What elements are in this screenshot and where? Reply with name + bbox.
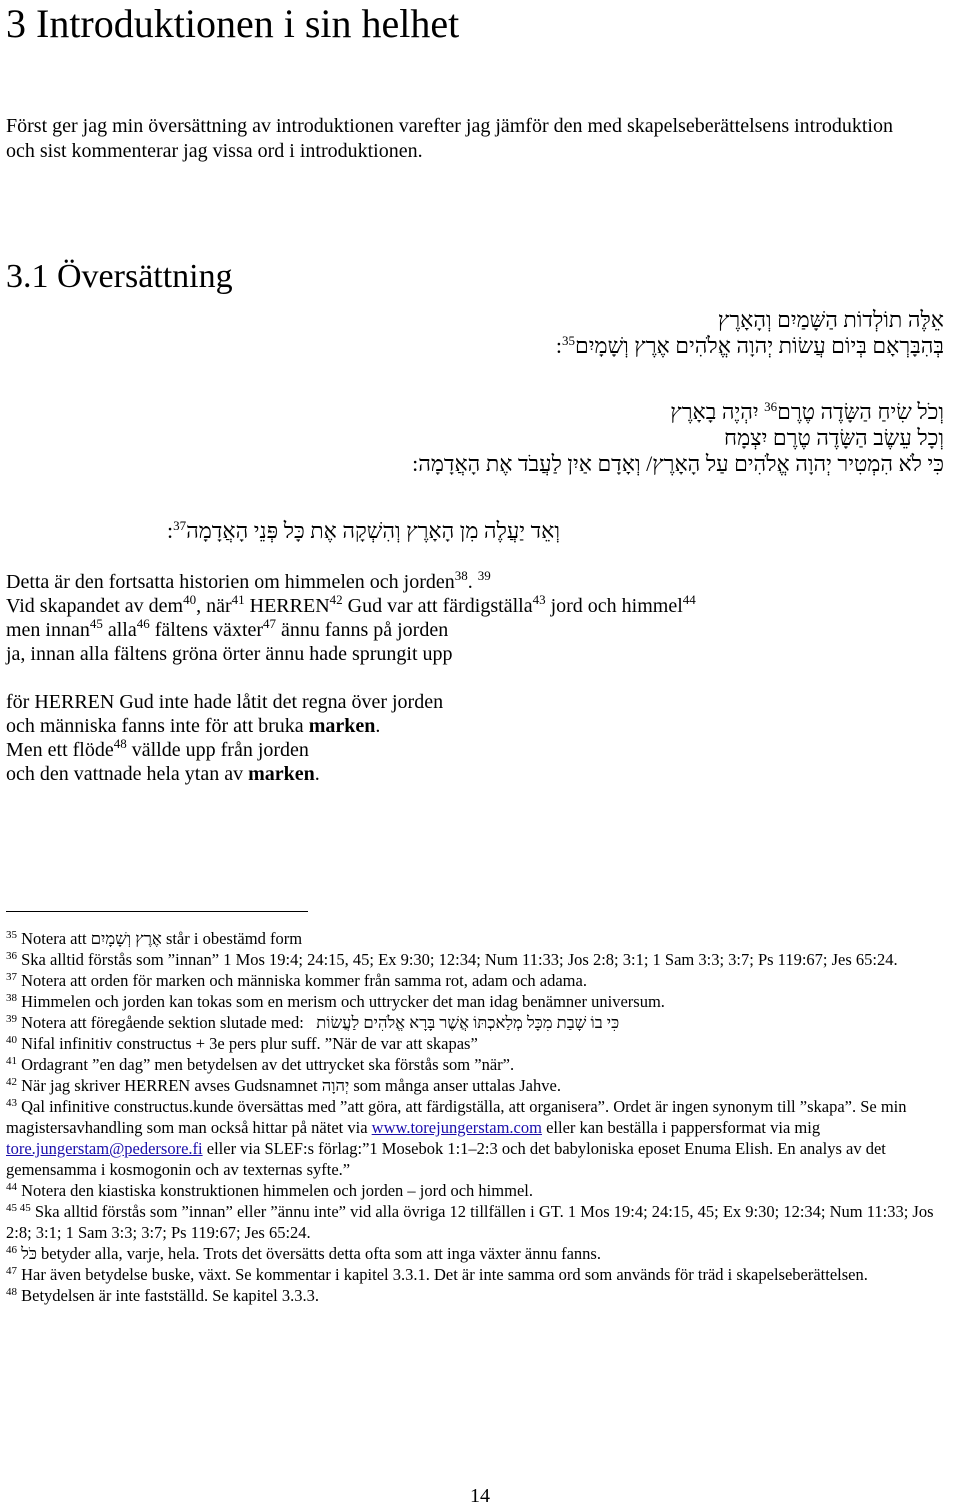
footnote-47 — [6, 1264, 946, 1285]
translation-text: jord och himmel — [545, 595, 683, 617]
footnote-number: 45 45 — [6, 1202, 31, 1214]
footnote-number: 46 — [6, 1244, 17, 1256]
footnotes — [6, 928, 946, 1306]
footnote-hebrew: כֹּל — [21, 1244, 37, 1263]
translation-text: Vid skapandet av dem — [6, 595, 184, 617]
translation-line-7 — [6, 738, 946, 762]
footnote-46 — [6, 1243, 946, 1264]
translation-text: Gud var att färdigställa — [342, 595, 533, 617]
hebrew-block-3 — [20, 518, 560, 544]
hebrew-line-6-end: : — [166, 518, 174, 543]
footnote-35 — [6, 928, 946, 949]
footnote-number: 47 — [6, 1265, 17, 1277]
translation-line-8 — [6, 762, 946, 786]
footnote-text: Ordagrant ”en dag” men betydelsen av det uttrycket ska förstås som ”när”. — [21, 1055, 515, 1074]
translation-text: men innan — [6, 619, 90, 641]
footnote-number: 38 — [6, 992, 17, 1004]
footnote-number: 40 — [6, 1034, 17, 1046]
footnote-text: Ska alltid förstås som ”innan” 1 Mos 19:4; 24:15, 45; Ex 9:30; 12:34; Num 11:33; Jos 2:8; 3:1; 1 Sam 3:3; 3:7; Ps 119:67; Jes 65:24. — [21, 950, 898, 969]
footnote-ref-42: 42 — [329, 592, 343, 607]
hebrew-line-6 — [20, 518, 560, 544]
footnote-38 — [6, 991, 946, 1012]
translation-text: vällde upp från jorden — [126, 739, 309, 761]
footnote-ref-36: 36 — [764, 399, 778, 414]
footnote-number: 41 — [6, 1055, 17, 1067]
translation-line-6 — [6, 714, 946, 738]
translation-text: . — [467, 571, 473, 593]
translation-emphasis: marken — [308, 715, 376, 737]
translation-line-1 — [6, 570, 946, 594]
page-number: 14 — [470, 1485, 490, 1507]
intro-paragraph: Först ger jag min översättning av introduktionen varefter jag jämför den med skapelseberättelsens introduktion och sist kommenterar jag vissa ord i introduktionen. — [6, 115, 893, 162]
hebrew-line-3b: יִהְיֶה בָאָרֶץ — [670, 399, 759, 424]
footnote-42 — [6, 1075, 946, 1096]
footnote-37 — [6, 970, 946, 991]
footnote-ref-41: 41 — [231, 592, 245, 607]
translation-line-2 — [6, 594, 946, 618]
translation-text: och människa fanns inte för att bruka — [6, 715, 309, 737]
footnote-ref-39: 39 — [477, 568, 491, 583]
footnote-41 — [6, 1054, 946, 1075]
translation-text: , när — [196, 595, 232, 617]
hebrew-line-1: אֵלֶּה תוֹלְדוֹת הַשָּׁמַיִם וְהָאָרֶץ — [717, 307, 944, 332]
footnote-text: som många anser uttalas Jahve. — [349, 1076, 561, 1095]
footnote-ref-45: 45 — [89, 616, 103, 631]
hebrew-line-2-text: בְּהִבָּרְאָם בְּיוֹם עֲשׂוֹת יְהוָה אֱלֹהִים אֶרֶץ וְשָׁמָיִם — [575, 333, 944, 358]
translation-line-5: för HERREN Gud inte hade låtit det regna över jorden — [6, 691, 444, 713]
footnote-ref-44: 44 — [682, 592, 696, 607]
hebrew-line-3 — [144, 399, 944, 425]
footnote-number: 37 — [6, 971, 17, 983]
footnote-hebrew: כִּי בוֹ שָׁבַת מִכָּל מְלַאכְתּוֹ אֲשֶׁר בָּרָא אֱלֹהִים לַעֲשׂוֹת — [316, 1013, 620, 1032]
hebrew-line-6-text: וְאֵד יַעֲלֶה מִן הָאָרֶץ וְהִשְׁקָה אֶת כָּל פְּנֵי הָאֲדָמָה — [186, 518, 560, 543]
footnote-text: Notera att orden för marken och människa kommer från samma rot, adam och adama. — [21, 971, 587, 990]
translation-line-4: ja, innan alla fältens gröna örter ännu hade sprungit upp — [6, 643, 453, 665]
footnote-ref-40: 40 — [183, 592, 197, 607]
footnote-39 — [6, 1012, 946, 1033]
email-link[interactable]: tore.jungerstam@pedersore.fi — [6, 1139, 203, 1158]
footnote-text: betyder alla, varje, hela. Trots det översätts detta ofta som att inga växter ännu fanns. — [36, 1244, 601, 1263]
footnote-text: När jag skriver HERREN avses Gudsnamnet — [21, 1076, 322, 1095]
footnote-45 — [6, 1201, 946, 1243]
footnote-ref-38: 38 — [454, 568, 468, 583]
footnote-43 — [6, 1096, 946, 1180]
footnote-ref-48: 48 — [113, 736, 127, 751]
section-heading: 3.1 Översättning — [6, 258, 233, 295]
translation-text: fältens växter — [149, 619, 264, 641]
hebrew-line-3a: וְכֹל שִׂיחַ הַשָּׂדֶה טֶרֶם — [777, 399, 944, 424]
translation-text: Men ett flöde — [6, 739, 114, 761]
hebrew-line-5: כִּי לֹא הִמְטִיר יְהוָה אֱלֹהִים עַל הָאָרֶץ/ וְאָדָם אַיִן לַעֲבֹד אֶת הָאֲדָמָה: — [412, 451, 944, 476]
footnote-text: eller kan beställa i pappersformat via mig — [541, 1118, 821, 1137]
hebrew-block-1 — [304, 307, 944, 359]
translation-text: . — [375, 715, 381, 737]
translation-emphasis: marken — [248, 763, 315, 785]
footnote-text: Har även betydelse buske, växt. Se kommentar i kapitel 3.3.1. Det är inte samma ord som används för träd i skapelseberättelsen. — [21, 1265, 868, 1284]
translation-block — [6, 570, 946, 786]
footnote-hebrew: אֶרֶץ וְשָׁמָיִם — [90, 929, 162, 948]
footnote-ref-35: 35 — [562, 333, 576, 348]
footnote-40 — [6, 1033, 946, 1054]
footnote-number: 39 — [6, 1013, 17, 1025]
footnote-text: Notera att — [21, 929, 91, 948]
translation-text: och den vattnade hela ytan av — [6, 763, 249, 785]
hebrew-block-2 — [144, 399, 944, 477]
footnote-text: Himmelen och jorden kan tokas som en merism och uttrycker det man idag benämner universum. — [21, 992, 665, 1011]
translation-text: alla — [102, 619, 137, 641]
page-title: 3 Introduktionen i sin helhet — [6, 1, 460, 46]
footnote-number: 43 — [6, 1097, 17, 1109]
footnote-number: 48 — [6, 1286, 17, 1298]
footnote-44 — [6, 1180, 946, 1201]
hebrew-line-4: וְכָל עֵשֶׂב הַשָּׂדֶה טֶרֶם יִצְמָח — [724, 425, 944, 450]
footnote-text: Betydelsen är inte fastställd. Se kapitel 3.3.3. — [21, 1286, 319, 1305]
footnote-text: Notera att föregående sektion slutade med: — [21, 1013, 304, 1032]
footnote-text: Qal infinitive constructus.kunde översättas med ”att göra, att färdigställa, att organisera”. Ordet är ingen synonym till ”skapa”. Se min magistersavhandling som man också hittar på nätet via — [6, 1097, 907, 1137]
footnote-number: 35 — [6, 929, 17, 941]
footnote-text: Notera den kiastiska konstruktionen himmelen och jorden – jord och himmel. — [21, 1181, 533, 1200]
translation-text: ännu fanns på jorden — [276, 619, 449, 641]
translation-line-3 — [6, 618, 946, 642]
translation-text: . — [314, 763, 320, 785]
footnote-text: står i obestämd form — [161, 929, 303, 948]
website-link[interactable]: www.torejungerstam.com — [371, 1118, 542, 1137]
translation-blank-line — [6, 666, 946, 690]
footnote-ref-46: 46 — [136, 616, 150, 631]
footnote-ref-43: 43 — [532, 592, 546, 607]
footnote-ref-37: 37 — [173, 518, 187, 533]
hebrew-line-2 — [304, 333, 944, 359]
footnote-48 — [6, 1285, 946, 1306]
footnote-hebrew: יְהוָה — [321, 1076, 350, 1095]
footnote-36 — [6, 949, 946, 970]
hebrew-line-2-end: : — [555, 333, 563, 358]
footnote-number: 42 — [6, 1076, 17, 1088]
translation-text: Detta är den fortsatta historien om himmelen och jorden — [6, 571, 455, 593]
footnote-separator — [6, 911, 308, 912]
footnote-text: Nifal infinitiv constructus + 3e pers plur suff. ”När de var att skapas” — [21, 1034, 478, 1053]
footnote-text: eller via SLEF:s förlag:”1 Mosebok 1:1–2:3 och det babyloniska eposet Enuma Elish. En analys av det gemensamma i kosmogonin och av texternas syfte.” — [6, 1139, 886, 1179]
footnote-number: 36 — [6, 950, 17, 962]
footnote-number: 44 — [6, 1181, 17, 1193]
footnote-text: Ska alltid förstås som ”innan” eller ”ännu inte” vid alla övriga 12 tillfällen i GT. 1 Mos 19:4; 24:15, 45; Ex 9:30; 12:34; Num 11:33; Jos 2:8; 3:1; 1 Sam 3:3; 3:7; Ps 119:67; Jes 65:24. — [6, 1202, 934, 1242]
translation-text: HERREN — [244, 595, 330, 617]
footnote-ref-47: 47 — [263, 616, 277, 631]
